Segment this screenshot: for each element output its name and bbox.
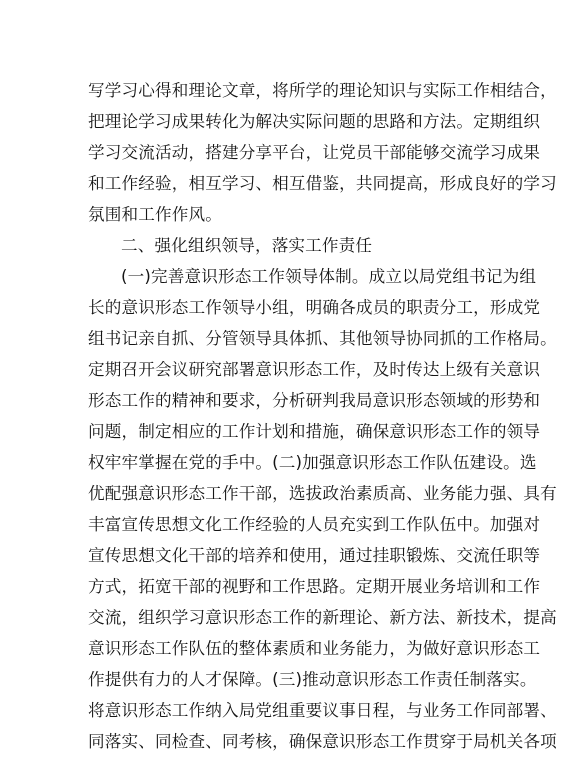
body-text-line: 宣传思想文化干部的培养和使用，通过挂职锻炼、交流任职等 — [88, 546, 541, 565]
section-heading: 二、强化组织领导，落实工作责任 — [121, 236, 373, 255]
body-text-line: 定期召开会议研究部署意识形态工作，及时传达上级有关意识 — [88, 360, 541, 379]
body-text-line: 写学习心得和理论文章，将所学的理论知识与实际工作相结合， — [88, 81, 557, 100]
body-text-line: 丰富宣传思想文化工作经验的人员充实到工作队伍中。加强对 — [88, 515, 541, 534]
body-text-line: 优配强意识形态工作干部，选拔政治素质高、业务能力强、具有 — [88, 484, 557, 503]
body-text-line: 同落实、同检查、同考核，确保意识形态工作贯穿于局机关各项 — [88, 732, 557, 751]
body-text-line: 将意识形态工作纳入局党组重要议事日程，与业务工作同部署、 — [88, 701, 557, 720]
body-text-line: 和工作经验，相互学习、相互借鉴，共同提高，形成良好的学习 — [88, 174, 557, 193]
body-text-line: 学习交流活动，搭建分享平台，让党员干部能够交流学习成果 — [88, 143, 541, 162]
body-text-line: 氛围和工作作风。 — [88, 205, 222, 224]
body-text-line: 长的意识形态工作领导小组，明确各成员的职责分工，形成党 — [88, 298, 541, 317]
body-text-line: 作提供有力的人才保障。(三)推动意识形态工作责任制落实。 — [88, 670, 537, 689]
body-text-line: 交流，组织学习意识形态工作的新理论、新方法、新技术，提高 — [88, 608, 557, 627]
body-text-line: 权牢牢掌握在党的手中。(二)加强意识形态工作队伍建设。选 — [88, 453, 537, 472]
body-text-line: 方式，拓宽干部的视野和工作思路。定期开展业务培训和工作 — [88, 577, 541, 596]
body-text-line: (一)完善意识形态工作领导体制。成立以局党组书记为组 — [121, 267, 537, 286]
body-text-line: 把理论学习成果转化为解决实际问题的思路和方法。定期组织 — [88, 112, 541, 131]
body-text-line: 问题，制定相应的工作计划和措施，确保意识形态工作的领导 — [88, 422, 541, 441]
body-text-line: 意识形态工作队伍的整体素质和业务能力，为做好意识形态工 — [88, 639, 541, 658]
body-text-line: 组书记亲自抓、分管领导具体抓、其他领导协同抓的工作格局。 — [88, 329, 557, 348]
body-text-line: 形态工作的精神和要求，分析研判我局意识形态领域的形势和 — [88, 391, 541, 410]
